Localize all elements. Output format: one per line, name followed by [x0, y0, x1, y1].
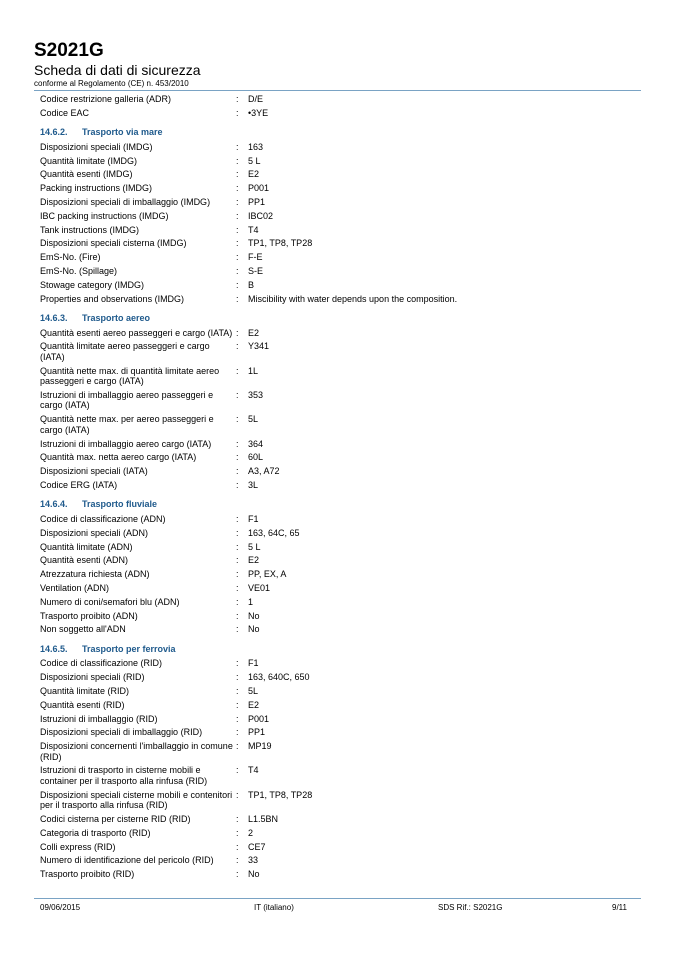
footer-sds-ref: SDS Rif.: S2021G: [438, 903, 503, 912]
document-content: [40, 94, 640, 883]
row-label: Istruzioni di imballaggio aereo cargo (IATA): [40, 438, 212, 449]
header-divider: [34, 90, 641, 91]
row-separator: :: [236, 94, 239, 104]
row-value: 5L: [248, 685, 259, 696]
row-label: Quantità limitate (IMDG): [40, 155, 138, 166]
table-row: [40, 611, 640, 622]
row-value: T4: [248, 224, 259, 235]
row-separator: :: [236, 183, 239, 194]
table-row: [40, 341, 640, 362]
row-separator: :: [236, 107, 239, 118]
row-separator: :: [236, 414, 239, 425]
row-separator: :: [236, 555, 239, 566]
section-number: 14.6.4.: [40, 499, 68, 510]
row-value: 5 L: [248, 155, 261, 166]
row-separator: :: [236, 327, 239, 338]
row-label: Codice di classificazione (ADN): [40, 513, 166, 524]
row-label: Quantità nette max. di quantità limitate aereo passeggeri e cargo (IATA): [40, 365, 220, 387]
row-value: P001: [248, 183, 270, 194]
table-row: [40, 727, 640, 738]
row-label: Quantità esenti (IMDG): [40, 169, 133, 180]
row-label: Quantità limitate aereo passeggeri e cargo (IATA): [40, 341, 210, 362]
row-value: VE01: [248, 582, 271, 593]
row-separator: :: [236, 196, 239, 207]
row-label: Disposizioni speciali di imballaggio (RID): [40, 727, 203, 738]
row-separator: :: [236, 479, 239, 490]
row-label: Ventilation (ADN): [40, 582, 110, 593]
table-row: [40, 108, 640, 119]
row-value: B: [248, 279, 255, 290]
document-header: [34, 40, 201, 89]
row-value: 5L: [248, 414, 259, 425]
table-row: [40, 390, 640, 411]
table-row: [40, 328, 640, 339]
row-value: PP1: [248, 196, 266, 207]
table-row: [40, 869, 640, 880]
row-separator: :: [236, 813, 239, 824]
table-row: [40, 439, 640, 450]
row-separator: :: [236, 624, 239, 635]
row-separator: :: [236, 541, 239, 552]
row-label: Istruzioni di trasporto in cisterne mobili e container per il trasporto alla rinfusa (RID): [40, 765, 208, 786]
row-separator: :: [236, 238, 239, 249]
row-value: 1L: [248, 365, 259, 376]
row-separator: :: [236, 452, 239, 463]
table-row: [40, 238, 640, 249]
table-row: [40, 686, 640, 697]
section-title: Trasporto via mare: [82, 127, 163, 138]
table-row: [40, 266, 640, 277]
table-row: [40, 828, 640, 839]
row-separator: :: [236, 141, 239, 152]
table-row: [40, 514, 640, 525]
row-label: Codice ERG (IATA): [40, 479, 118, 490]
row-separator: :: [236, 869, 239, 880]
table-row: [40, 252, 640, 263]
row-separator: :: [236, 727, 239, 738]
section-title: Trasporto per ferrovia: [82, 643, 176, 654]
row-value: No: [248, 869, 260, 880]
row-value: TP1, TP8, TP28: [248, 789, 313, 800]
row-separator: :: [236, 155, 239, 166]
row-value: E2: [248, 169, 260, 180]
row-value: 163, 640C, 650: [248, 672, 310, 683]
row-separator: :: [236, 610, 239, 621]
table-row: [40, 280, 640, 291]
table-row: [40, 197, 640, 208]
row-label: Quantità max. netta aereo cargo (IATA): [40, 452, 197, 463]
table-row: [40, 414, 640, 435]
row-label: IBC packing instructions (IMDG): [40, 210, 169, 221]
row-value: A3, A72: [248, 466, 280, 477]
table-row: [40, 790, 640, 811]
footer-date: 09/06/2015: [40, 903, 81, 912]
section-number: 14.6.5.: [40, 643, 68, 654]
table-row: [40, 714, 640, 725]
row-value: E2: [248, 699, 260, 710]
row-value: MP19: [248, 741, 272, 752]
section-heading: [40, 499, 640, 510]
row-label: Atrezzatura richiesta (ADN): [40, 569, 150, 580]
row-separator: :: [236, 685, 239, 696]
row-value: 5 L: [248, 541, 261, 552]
table-row: [40, 597, 640, 608]
table-row: [40, 183, 640, 194]
row-label: Tank instructions (IMDG): [40, 224, 140, 235]
row-label: Numero di identificazione del pericolo (RID): [40, 855, 214, 866]
row-value: S-E: [248, 265, 264, 276]
table-row: [40, 583, 640, 594]
row-separator: :: [236, 169, 239, 180]
row-value: PP1: [248, 727, 266, 738]
regulation-note: conforme al Regolamento (CE) n. 453/2010: [34, 79, 189, 88]
row-value: •3YE: [248, 107, 269, 118]
row-label: Istruzioni di imballaggio aereo passeggeri e cargo (IATA): [40, 389, 214, 411]
table-row: [40, 814, 640, 825]
row-label: Codice restrizione galleria (ADR): [40, 94, 172, 104]
row-label: Non soggetto all'ADN: [40, 624, 126, 635]
section-heading: [40, 644, 640, 655]
row-separator: :: [236, 527, 239, 538]
table-row: [40, 842, 640, 853]
row-label: Quantità limitate (RID): [40, 685, 130, 696]
row-separator: :: [236, 765, 239, 776]
row-value: 163, 64C, 65: [248, 527, 300, 538]
table-row: [40, 452, 640, 463]
row-value: E2: [248, 327, 260, 338]
footer-divider: [34, 898, 641, 899]
row-separator: :: [236, 279, 239, 290]
row-separator: :: [236, 855, 239, 866]
row-separator: :: [236, 713, 239, 724]
row-separator: :: [236, 389, 239, 400]
table-row: [40, 569, 640, 580]
table-row: [40, 156, 640, 167]
table-row: [40, 294, 640, 305]
table-row: [40, 211, 640, 222]
row-value: P001: [248, 713, 270, 724]
row-value: L1.5BN: [248, 813, 279, 824]
table-row: [40, 624, 640, 635]
row-label: Disposizioni speciali (IATA): [40, 466, 148, 477]
row-label: Disposizioni speciali di imballaggio (IMDG): [40, 196, 211, 207]
row-value: No: [248, 610, 260, 621]
row-value: PP, EX, A: [248, 569, 287, 580]
row-separator: :: [236, 582, 239, 593]
row-separator: :: [236, 210, 239, 221]
row-separator: :: [236, 741, 239, 752]
row-value: No: [248, 624, 260, 635]
row-separator: :: [236, 658, 239, 669]
footer-page-number: 9/11: [612, 903, 627, 912]
row-value: F1: [248, 513, 259, 524]
row-label: Codici cisterna per cisterne RID (RID): [40, 813, 191, 824]
table-row: [40, 700, 640, 711]
row-separator: :: [236, 672, 239, 683]
row-label: Quantità esenti (ADN): [40, 555, 129, 566]
row-value: 3L: [248, 479, 259, 490]
table-row: [40, 542, 640, 553]
table-row: [40, 528, 640, 539]
product-name: S2021G: [34, 40, 104, 61]
row-value: CE7: [248, 841, 266, 852]
row-label: Disposizioni speciali (IMDG): [40, 141, 153, 152]
row-label: Disposizioni concernenti l'imballaggio in comune (RID): [40, 741, 233, 762]
row-value: 60L: [248, 452, 264, 463]
row-label: Istruzioni di imballaggio (RID): [40, 713, 158, 724]
row-label: Disposizioni speciali cisterna (IMDG): [40, 238, 187, 249]
row-value: Y341: [248, 341, 270, 352]
table-row: [40, 658, 640, 669]
row-label: Categoria di trasporto (RID): [40, 827, 151, 838]
table-row: [40, 855, 640, 866]
row-separator: :: [236, 341, 239, 352]
row-separator: :: [236, 841, 239, 852]
row-label: Codice di classificazione (RID): [40, 658, 163, 669]
row-label: Codice EAC: [40, 107, 90, 118]
table-row: [40, 142, 640, 153]
row-separator: :: [236, 596, 239, 607]
row-separator: :: [236, 569, 239, 580]
row-separator: :: [236, 827, 239, 838]
row-value: 364: [248, 438, 264, 449]
row-value: 2: [248, 827, 254, 838]
row-label: EmS-No. (Spillage): [40, 265, 118, 276]
row-separator: :: [236, 252, 239, 263]
table-row: [40, 480, 640, 491]
row-label: Disposizioni speciali (ADN): [40, 527, 149, 538]
row-label: Trasporto proibito (RID): [40, 869, 135, 880]
section-title: Trasporto fluviale: [82, 499, 158, 510]
row-value: T4: [248, 765, 259, 776]
row-value: F-E: [248, 252, 263, 263]
row-value: Miscibility with water depends upon the composition.: [248, 293, 458, 304]
footer-language: IT (italiano): [254, 903, 294, 912]
table-row: [40, 555, 640, 566]
table-row: [40, 169, 640, 180]
table-row: [40, 366, 640, 387]
row-separator: :: [236, 265, 239, 276]
row-separator: :: [236, 466, 239, 477]
row-separator: :: [236, 699, 239, 710]
row-separator: :: [236, 789, 239, 800]
row-label: Stowage category (IMDG): [40, 279, 145, 290]
row-separator: :: [236, 365, 239, 376]
row-value: F1: [248, 658, 259, 669]
section-heading: [40, 313, 640, 324]
row-label: Quantità limitate (ADN): [40, 541, 133, 552]
row-label: Disposizioni speciali cisterne mobili e contenitori per il trasporto alla rinfusa (RID): [40, 789, 233, 811]
row-label: Disposizioni speciali (RID): [40, 672, 145, 683]
table-row: [40, 672, 640, 683]
row-label: Quantità esenti (RID): [40, 699, 125, 710]
row-separator: :: [236, 438, 239, 449]
row-value: TP1, TP8, TP28: [248, 238, 313, 249]
section-number: 14.6.3.: [40, 313, 68, 324]
section-heading: [40, 127, 640, 138]
table-row: [40, 94, 640, 105]
row-separator: :: [236, 293, 239, 304]
row-label: Trasporto proibito (ADN): [40, 610, 138, 621]
row-value: 353: [248, 389, 264, 400]
section-number: 14.6.2.: [40, 127, 68, 138]
row-value: D/E: [248, 94, 264, 104]
row-label: EmS-No. (Fire): [40, 252, 101, 263]
table-row: [40, 466, 640, 477]
table-row: [40, 741, 640, 762]
row-separator: :: [236, 513, 239, 524]
row-value: IBC02: [248, 210, 274, 221]
row-label: Properties and observations (IMDG): [40, 293, 185, 304]
row-value: 163: [248, 141, 264, 152]
row-label: Packing instructions (IMDG): [40, 183, 153, 194]
row-label: Colli express (RID): [40, 841, 116, 852]
table-row: [40, 225, 640, 236]
row-value: 1: [248, 596, 254, 607]
table-row: [40, 765, 640, 786]
row-label: Quantità nette max. per aereo passeggeri e cargo (IATA): [40, 414, 214, 435]
row-label: Numero di coni/semafori blu (ADN): [40, 596, 180, 607]
section-title: Trasporto aereo: [82, 313, 151, 324]
row-value: 33: [248, 855, 259, 866]
row-label: Quantità esenti aereo passeggeri e cargo (IATA): [40, 327, 233, 338]
row-value: E2: [248, 555, 260, 566]
document-subtitle: Scheda di dati di sicurezza: [34, 62, 201, 78]
row-separator: :: [236, 224, 239, 235]
